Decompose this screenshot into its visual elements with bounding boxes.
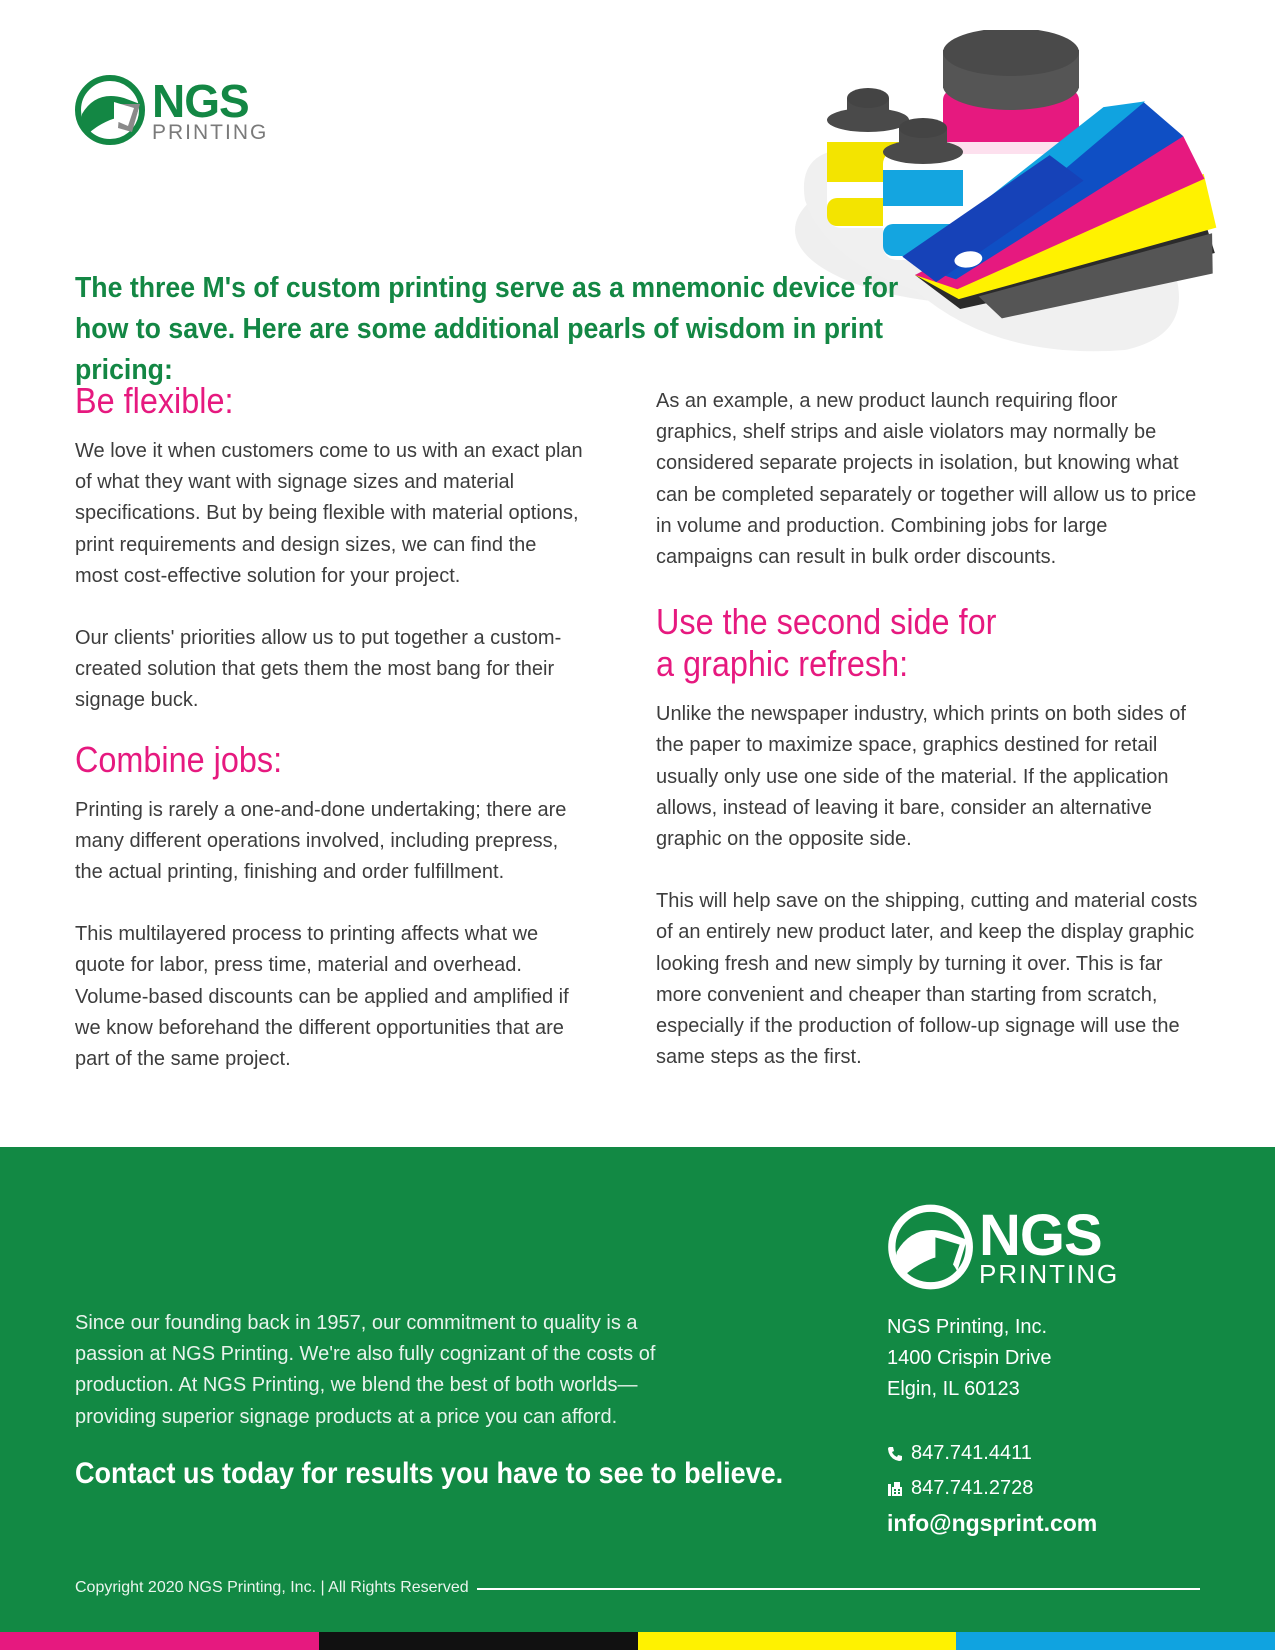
logo-mark-icon — [887, 1203, 979, 1291]
heading-be-flexible: Be flexible: — [75, 380, 234, 421]
header-logo — [74, 74, 268, 146]
logo-name: NGS — [979, 1203, 1102, 1268]
footer-logo — [887, 1203, 1119, 1291]
stripe-magenta — [0, 1632, 319, 1650]
paragraph: We love it when customers come to us with an exact plan of what they want with signage sizes and material specifications. But by being flexible with material options, print requirements and design sizes, we can find the most cost-effective solution for your project. — [75, 440, 583, 587]
heading-second-side: Use the second side for a graphic refresh: — [656, 601, 997, 685]
color-stripes — [0, 1632, 1275, 1650]
stripe-yellow — [638, 1632, 957, 1650]
logo-sub: PRINTING — [979, 1259, 1120, 1289]
logo-mark-icon — [74, 74, 150, 146]
street-address: 1400 Crispin Drive — [887, 1347, 1052, 1369]
paragraph: As an example, a new product launch requiring floor graphics, shelf strips and aisle violators may normally be considered separate projects in isolation, but knowing what can be completed separately or together will allow us to price in volume and production. Combining jobs for large campaigns can result in bulk order discounts. — [656, 390, 1197, 569]
footer-cta: Contact us today for results you have to see to believe. — [75, 1457, 784, 1490]
fax-number: 847.741.2728 — [911, 1477, 1034, 1499]
footer-divider — [477, 1588, 1200, 1590]
stripe-cyan — [956, 1632, 1275, 1650]
heading-combine-jobs: Combine jobs: — [75, 738, 283, 780]
logo-sub: PRINTING — [152, 120, 269, 144]
stripe-black — [319, 1632, 638, 1650]
copyright: Copyright 2020 NGS Printing, Inc. | All Rights Reserved — [75, 1579, 469, 1596]
paragraph: Our clients' priorities allow us to put together a custom-created solution that gets them the most bang for their signage buck. — [75, 627, 562, 712]
phone-line — [887, 1442, 1032, 1465]
phone-number[interactable]: 847.741.4411 — [911, 1442, 1032, 1464]
paragraph: This will help save on the shipping, cutting and material costs of an entirely new product later, and keep the display graphic looking fresh and new simply by turning it over. This is far more convenient and cheaper than starting from scratch, especially if the production of follow-up signage will use the same steps as the first. — [656, 890, 1198, 1069]
fax-line — [887, 1477, 1033, 1500]
paragraph: This multilayered process to printing affects what we quote for labor, press time, material and overhead. Volume-based discounts can be applied and amplified if we know beforehand the different opportunities that are part of the same project. — [75, 923, 569, 1071]
footer-blurb: Since our founding back in 1957, our commitment to quality is a passion at NGS Printing. We're also fully cognizant of the costs of production. At NGS Printing, we blend the best of both worlds—providing superior signage products at a price you can afford. — [75, 1312, 656, 1428]
paragraph: Printing is rarely a one-and-done undertaking; there are many different operations involved, including prepress, the actual printing, finishing and order fulfillment. — [75, 798, 567, 884]
logo-name: NGS — [152, 74, 249, 127]
paragraph: Unlike the newspaper industry, which prints on both sides of the paper to maximize space, graphics destined for retail usually only use one side of the material. If the application allows, instead of leaving it bare, consider an alternative graphic on the opposite side. — [656, 703, 1186, 851]
intro-heading: The three M's of custom printing serve as a mnemonic device for how to save. Here are some additional pearls of wisdom in print pricing: — [75, 272, 899, 386]
left-column — [75, 380, 585, 1106]
fax-icon — [887, 1481, 903, 1497]
right-column — [656, 386, 1201, 1104]
company-name: NGS Printing, Inc. — [887, 1316, 1048, 1338]
phone-icon — [887, 1446, 903, 1462]
footer — [0, 1147, 1275, 1632]
email-link[interactable]: info@ngsprint.com — [887, 1510, 1098, 1536]
city-address: Elgin, IL 60123 — [887, 1378, 1020, 1400]
address-block — [887, 1312, 1052, 1405]
